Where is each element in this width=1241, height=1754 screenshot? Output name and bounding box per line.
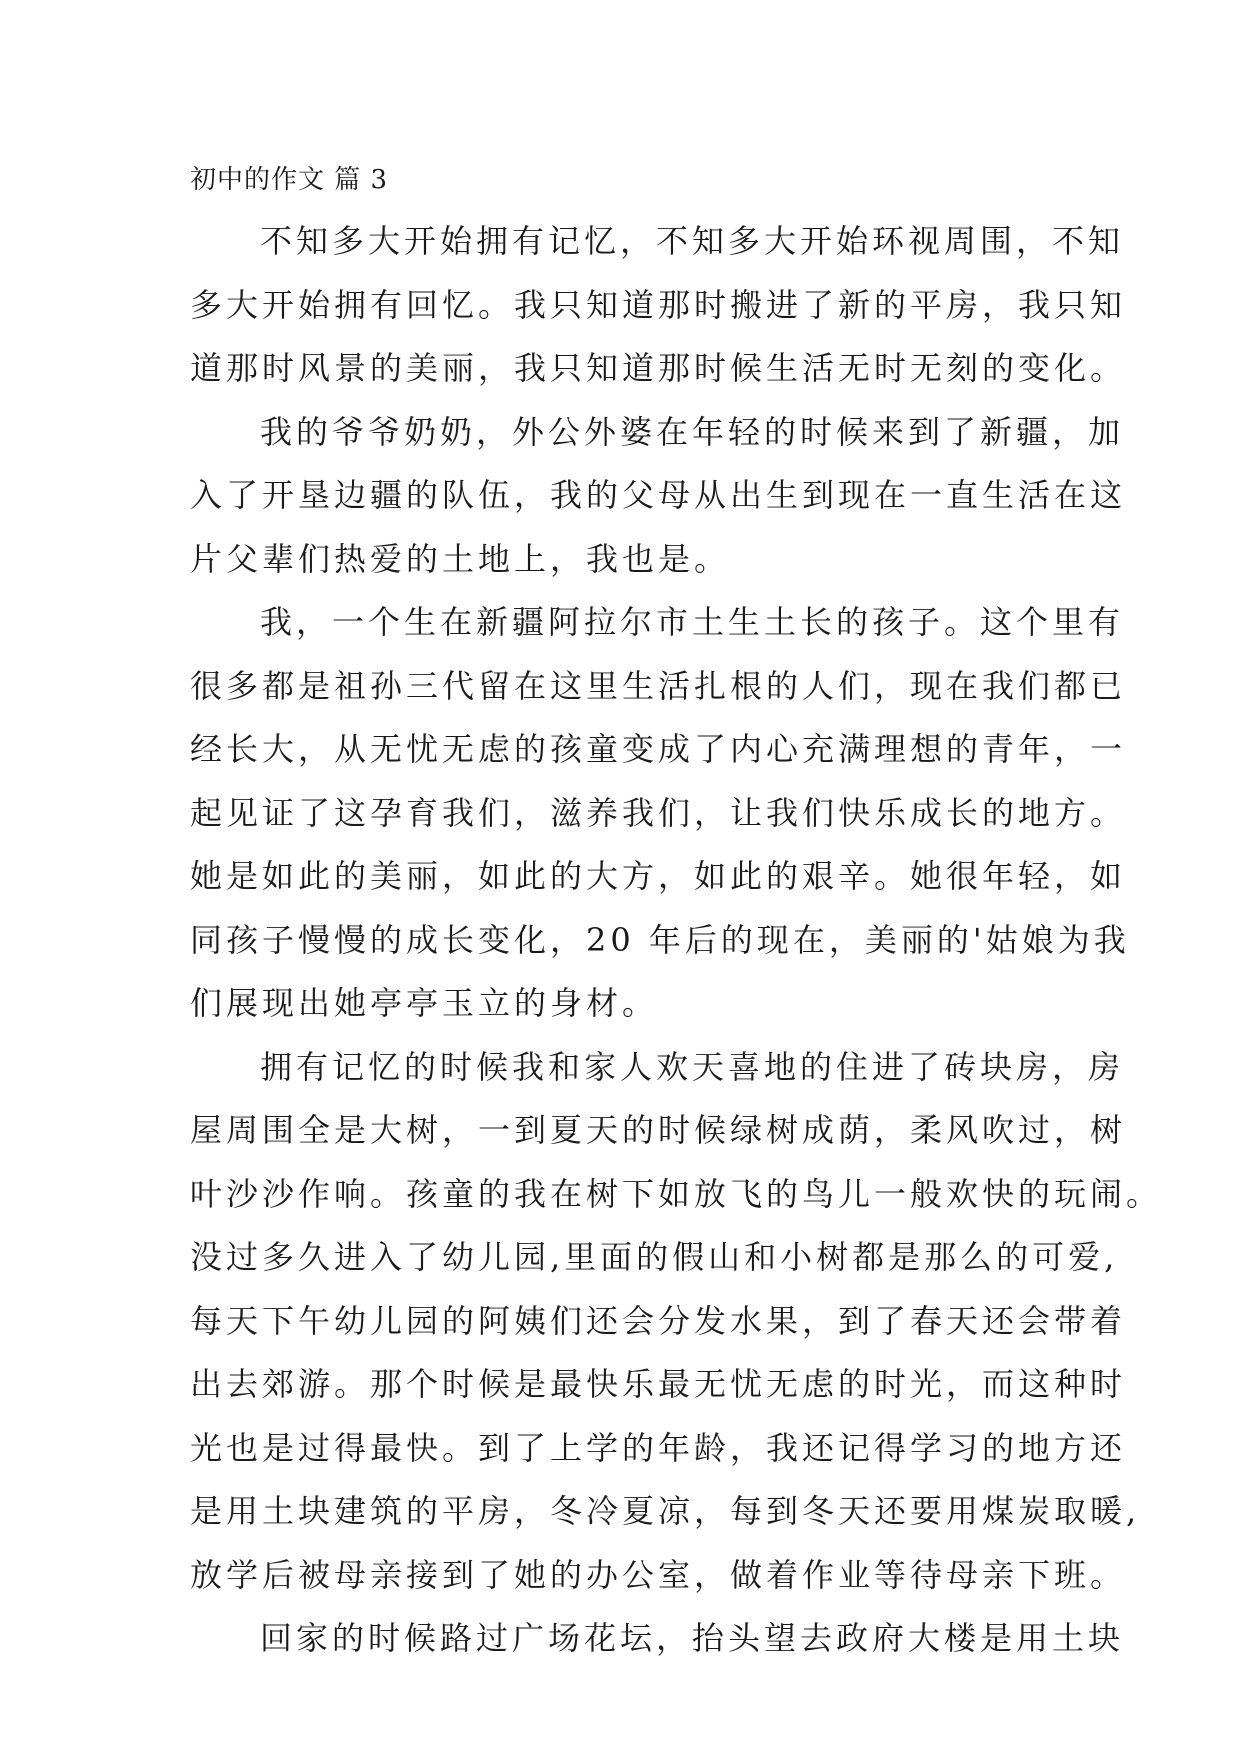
paragraph-line: 拥有记忆的时候我和家人欢天喜地的住进了砖块房，房: [260, 1047, 1125, 1086]
paragraph-line: 经长大，从无忧无虑的孩童变成了内心充满理想的青年，一: [190, 730, 1127, 768]
paragraph-line: 光也是过得最快。到了上学的年龄，我还记得学习的地方还: [190, 1428, 1127, 1467]
paragraph-line: 我的爷爷奶奶，外公外婆在年轻的时候来到了新疆，加: [260, 412, 1125, 451]
paragraph-line: 我，一个生在新疆阿拉尔市土生土长的孩子。这个里有: [260, 603, 1125, 641]
paragraph-line: 屋周围全是大树，一到夏天的时候绿树成荫，柔风吹过，树: [190, 1111, 1127, 1149]
paragraph-4: [190, 1036, 1163, 1608]
paragraph-line: 同孩子慢慢的成长变化，20 年后的现在，美丽的'姑娘为我: [190, 920, 1130, 959]
document-page: [190, 165, 1163, 1671]
paragraph-line: 没过多久进入了幼儿园,里面的假山和小树都是那么的可爱,: [190, 1238, 1119, 1276]
paragraph-line: 片父辈们热爱的土地上，我也是。: [190, 539, 731, 578]
paragraph-line: 叶沙沙作响。孩童的我在树下如放飞的鸟儿一般欢快的玩闹。: [190, 1174, 1163, 1213]
paragraph-2: [190, 401, 1127, 592]
paragraph-line: 放学后被母亲接到了她的办公室，做着作业等待母亲下班。: [190, 1555, 1127, 1594]
paragraph-line: 道那时风景的美丽，我只知道那时候生活无时无刻的变化。: [190, 349, 1127, 387]
paragraph-line: 每天下午幼儿园的阿姨们还会分发水果，到了春天还会带着: [190, 1301, 1127, 1340]
paragraph-line: 入了开垦边疆的队伍，我的父母从出生到现在一直生活在这: [190, 476, 1127, 514]
paragraph-line: 不知多大开始拥有记忆，不知多大开始环视周围，不知: [260, 222, 1125, 260]
paragraph-1: [190, 210, 1127, 401]
paragraph-line: 她是如此的美丽，如此的大方，如此的艰辛。她很年轻，如: [190, 857, 1127, 895]
document-title: 初中的作文 篇 3: [190, 165, 389, 195]
paragraph-line: 回家的时候路过广场花坛，抬头望去政府大楼是用土块: [260, 1619, 1125, 1657]
paragraph-line: 很多都是祖孙三代留在这里生活扎根的人们，现在我们都已: [190, 666, 1127, 705]
paragraph-line: 出去郊游。那个时候是最快乐最无忧无虑的时光，而这种时: [190, 1365, 1127, 1403]
paragraph-5: [190, 1607, 1125, 1671]
paragraph-line: 多大开始拥有回忆。我只知道那时搬进了新的平房，我只知: [190, 285, 1127, 324]
paragraph-3: [190, 591, 1130, 1036]
paragraph-line: 是用土块建筑的平房，冬冷夏凉，每到冬天还要用煤炭取暖,: [190, 1492, 1141, 1530]
paragraph-line: 们展现出她亭亭玉立的身材。: [190, 984, 659, 1022]
paragraph-line: 起见证了这孕育我们，滋养我们，让我们快乐成长的地方。: [190, 793, 1127, 832]
